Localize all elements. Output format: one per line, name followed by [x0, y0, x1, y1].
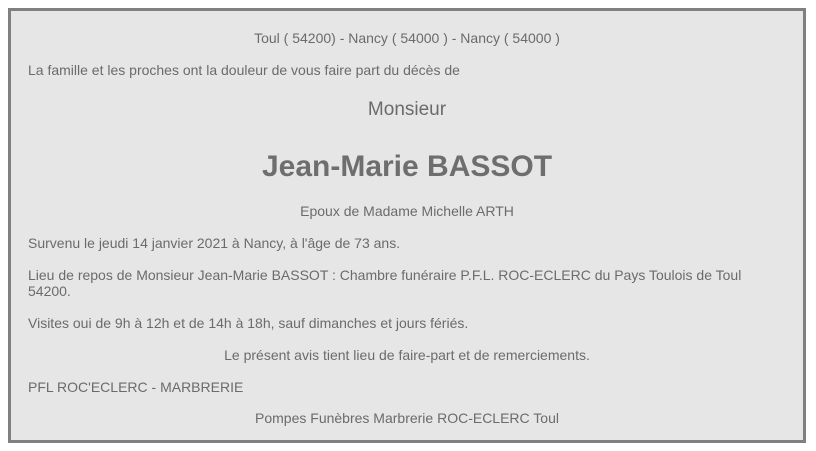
acknowledgement-text: Le présent avis tient lieu de faire-part et de remerciements. — [224, 347, 590, 363]
company-name: PFL ROC'ECLERC - MARBRERIE — [28, 379, 244, 395]
visits-info: Visites oui de 9h à 12h et de 14h à 18h, sauf dimanches et jours fériés. — [28, 315, 469, 331]
spouse-info: Epoux de Madame Michelle ARTH — [300, 203, 514, 219]
civility-title: Monsieur — [367, 99, 447, 120]
obituary-notice — [8, 8, 806, 443]
rest-place-info: Lieu de repos de Monsieur Jean-Marie BASSOT : Chambre funéraire P.F.L. ROC-ECLERC du Pays Toulois de Toul 54200. — [28, 267, 742, 299]
intro-text: La famille et les proches ont la douleur de vous faire part du décès de — [28, 62, 460, 78]
header-locations: Toul ( 54200) - Nancy ( 54000 ) - Nancy ( 54000 ) — [254, 30, 560, 46]
death-info: Survenu le jeudi 14 janvier 2021 à Nancy, à l'âge de 73 ans. — [28, 235, 401, 251]
deceased-name: Jean-Marie BASSOT — [261, 150, 553, 183]
company-footer: Pompes Funèbres Marbrerie ROC-ECLERC Toul — [255, 410, 559, 426]
